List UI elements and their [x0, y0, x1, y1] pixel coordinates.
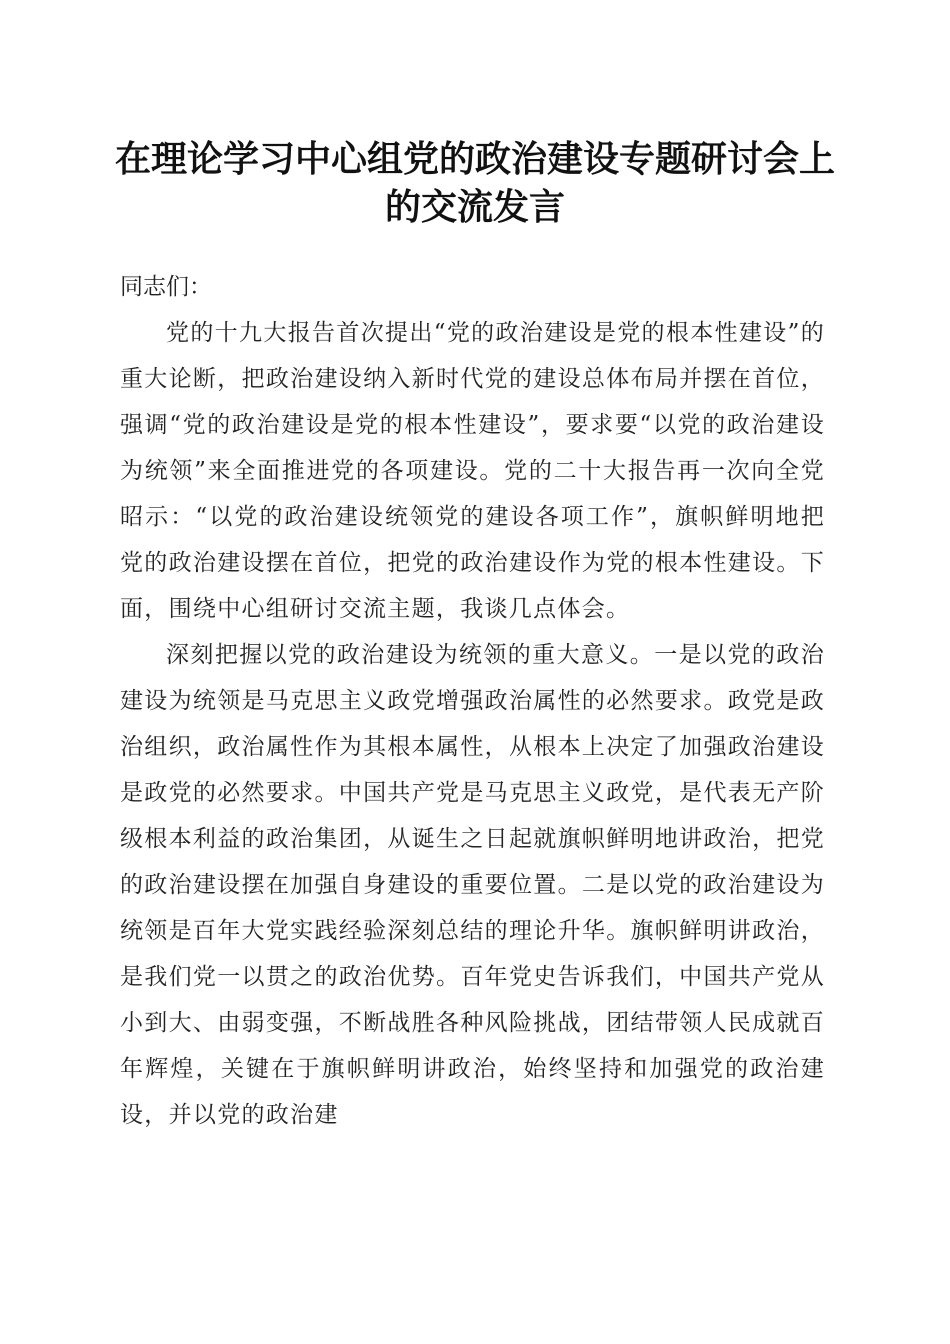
salutation: 同志们： — [120, 274, 212, 300]
document-title: 在理论学习中心组党的政治建设专题研讨会上的交流发言 — [114, 138, 835, 228]
paragraph-intro: 党的十九大报告首次提出“党的政治建设是党的根本性建设”的重大论断，把政治建设纳入新时代党的建设总体布局并摆在首位，强调“党的政治建设是党的根本性建设”，要求要“以党的政治建设为统领”来全面推进党的各项建设。党的二十大报告再一次向全党昭示：“以党的政治建设统领党的建设各项工作”，旗帜鲜明地把党的政治建设摆在首位，把党的政治建设作为党的根本性建设。下面，围绕中心组研讨交流主题，我谈几点体会。 — [120, 320, 825, 622]
paragraph-significance: 深刻把握以党的政治建设为统领的重大意义。一是以党的政治建设为统领是马克思主义政党增强政治属性的必然要求。政党是政治组织，政治属性作为其根本属性，从根本上决定了加强政治建设是政党的必然要求。中国共产党是马克思主义政党，是代表无产阶级根本利益的政治集团，从诞生之日起就旗帜鲜明地讲政治，把党的政治建设摆在加强自身建设的重要位置。二是以党的政治建设为统领是百年大党实践经验深刻总结的理论升华。旗帜鲜明讲政治，是我们党一以贯之的政治优势。百年党史告诉我们，中国共产党从小到大、由弱变强，不断战胜各种风险挑战，团结带领人民成就百年辉煌，关键在于旗帜鲜明讲政治，始终坚持和加强党的政治建设，并以党的政治建 — [120, 642, 825, 1128]
document-body — [120, 264, 825, 1138]
